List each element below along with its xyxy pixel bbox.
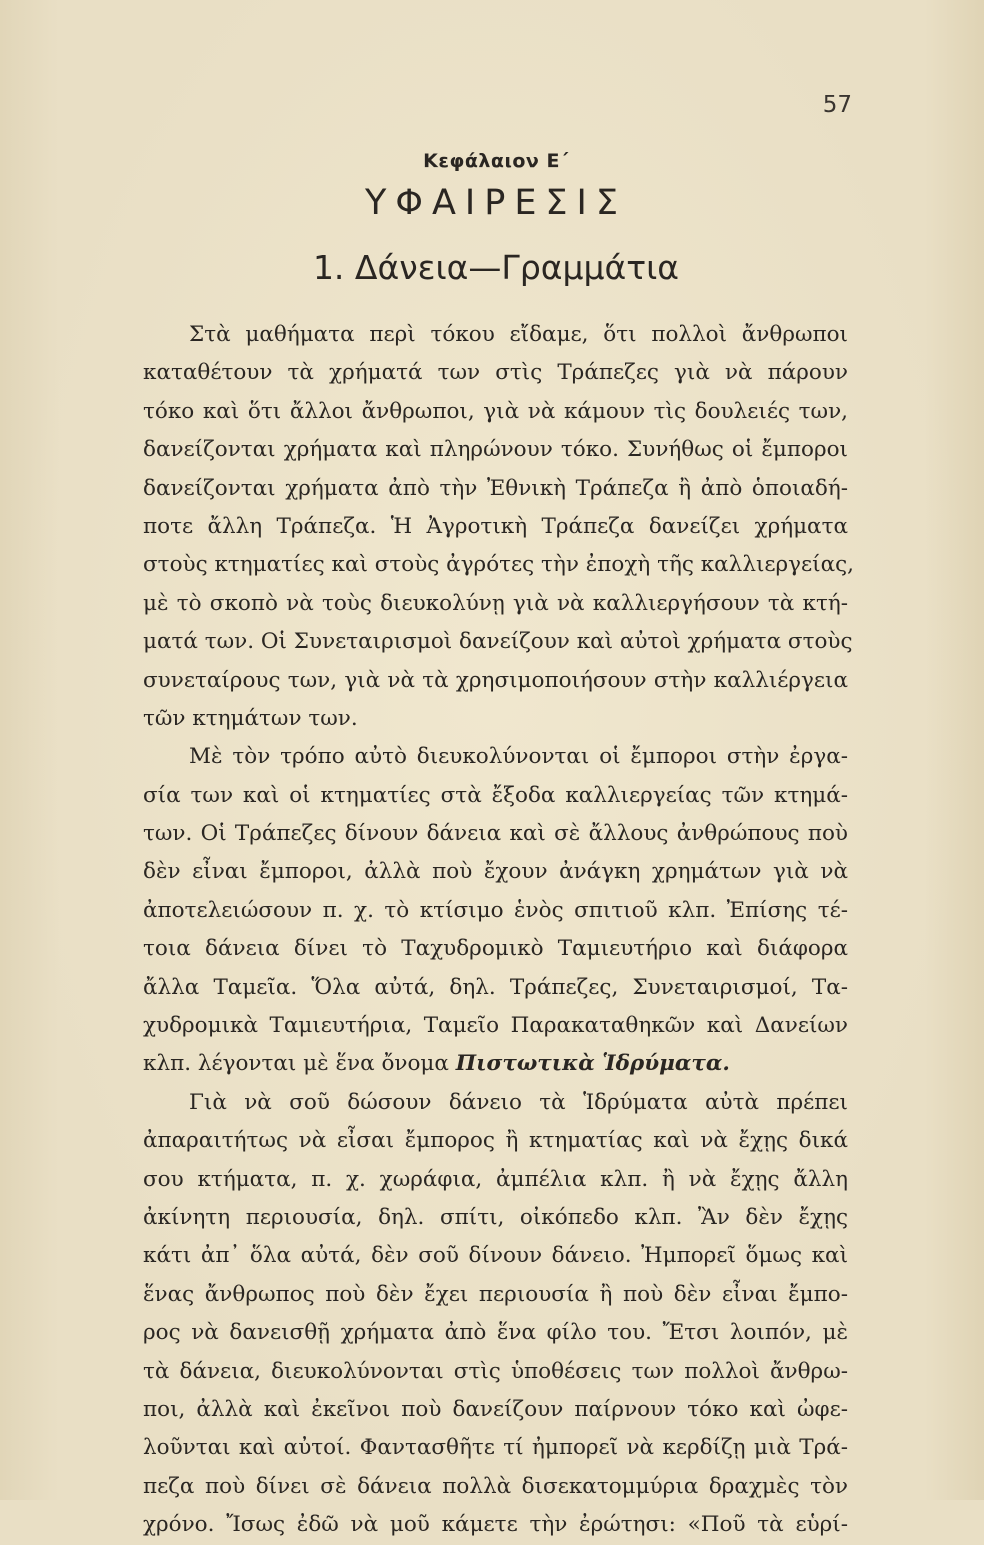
text-line: ποι, ἀλλὰ καὶ ἐκεῖνοι ποὺ δανείζουν παίρνουν τόκο καὶ ὠφε- <box>143 1396 848 1422</box>
page-number: 57 <box>822 92 852 118</box>
text-line: τὰ δάνεια, διευκολύνονται στὶς ὑποθέσεις των πολλοὶ ἄνθρω- <box>143 1358 848 1384</box>
text-line: μὲ τὸ σκοπὸ νὰ τοὺς διευκολύνῃ γιὰ νὰ καλλιεργήσουν τὰ κτή- <box>143 590 848 616</box>
text-line: τοια δάνεια δίνει τὸ Ταχυδρομικὸ Ταμιευτήριο καὶ διάφορα <box>143 936 848 962</box>
emphasis-term: Πιστωτικὰ Ἱδρύματα. <box>455 1051 730 1077</box>
text-line: των. Οἱ Τράπεζες δίνουν δάνεια καὶ σὲ ἄλλους ἀνθρώπους ποὺ <box>143 821 848 847</box>
text-line: Στὰ μαθήματα περὶ τόκου εἴδαμε, ὅτι πολλοὶ ἄνθρωποι <box>189 322 848 347</box>
text-line: δὲν εἶναι ἔμποροι, ἀλλὰ ποὺ ἔχουν ἀνάγκη χρημάτων γιὰ νὰ <box>143 859 848 885</box>
text-line: ἀποτελειώσουν π. χ. τὸ κτίσιμο ἑνὸς σπιτιοῦ κλπ. Ἐπίσης τέ- <box>143 897 848 923</box>
text-line: ποτε ἄλλη Τράπεζα. Ἡ Ἀγροτικὴ Τράπεζα δανείζει χρήματα <box>143 513 848 539</box>
text-line: σου κτήματα, π. χ. χωράφια, ἀμπέλια κλπ. ἢ νὰ ἔχῃς ἄλλη <box>143 1166 848 1192</box>
text-line: ἀκίνητη περιουσία, δηλ. σπίτι, οἰκόπεδο κλπ. Ἂν δὲν ἔχῃς <box>143 1204 848 1230</box>
chapter-label: Κεφάλαιον Ε΄ <box>423 150 569 172</box>
body-text <box>143 316 854 1545</box>
text-line: στοὺς κτηματίες καὶ στοὺς ἀγρότες τὴν ἐποχὴ τῆς καλλιεργείας, <box>143 552 854 578</box>
text-line: Γιὰ νὰ σοῦ δώσουν δάνειο τὰ Ἱδρύματα αὐτὰ πρέπει <box>189 1089 848 1115</box>
text-line: ματά των. Οἱ Συνεταιρισμοὶ δανείζουν καὶ αὐτοὶ χρήματα στοὺς <box>143 629 853 655</box>
text-line: καταθέτουν τὰ χρήματά των στὶς Τράπεζες γιὰ νὰ πάρουν <box>143 360 848 386</box>
text-line: πεζα ποὺ δίνει σὲ δάνεια πολλὰ δισεκατομμύρια δραχμὲς τὸν <box>143 1473 848 1499</box>
text-line: δανείζονται χρήματα καὶ πληρώνουν τόκο. Συνήθως οἱ ἔμποροι <box>143 437 848 463</box>
text-line: δανείζονται χρήματα ἀπὸ τὴν Ἐθνικὴ Τράπεζα ἢ ἀπὸ ὁποιαδή- <box>143 475 848 501</box>
section-title: 1. Δάνεια—Γραμμάτια <box>312 248 680 287</box>
text-line: συνεταίρους των, γιὰ νὰ τὰ χρησιμοποιήσουν στὴν καλλιέργεια <box>143 667 848 693</box>
text-line: τῶν κτημάτων των. <box>143 705 358 731</box>
text-line-with-emphasis <box>143 1045 848 1083</box>
text-line: ρος νὰ δανεισθῇ χρήματα ἀπὸ ἕνα φίλο του. Ἔτσι λοιπόν, μὲ <box>143 1320 848 1346</box>
text-fragment: κλπ. λέγονται μὲ ἕνα ὄνομα <box>143 1051 449 1077</box>
text-line: κάτι ἀπ᾽ ὅλα αὐτά, δὲν σοῦ δίνουν δάνειο. Ἠμπορεῖ ὅμως καὶ <box>143 1243 848 1269</box>
text-line: ἕνας ἄνθρωπος ποὺ δὲν ἔχει περιουσία ἢ ποὺ δὲν εἶναι ἔμπο- <box>143 1281 848 1307</box>
text-line: χρόνο. Ἴσως ἐδῶ νὰ μοῦ κάμετε τὴν ἐρώτησι: «Ποῦ τὰ εὑρί- <box>143 1512 848 1538</box>
text-line: Μὲ τὸν τρόπο αὐτὸ διευκολύνονται οἱ ἔμποροι στὴν ἐργα- <box>189 744 848 770</box>
text-line: τόκο καὶ ὅτι ἄλλοι ἄνθρωποι, γιὰ νὰ κάμουν τὶς δουλειές των, <box>143 398 848 424</box>
text-line: σία των καὶ οἱ κτηματίες στὰ ἔξοδα καλλιεργείας τῶν κτημά- <box>143 782 848 808</box>
text-line: λοῦνται καὶ αὐτοί. Φαντασθῆτε τί ἠμπορεῖ νὰ κερδίζῃ μιὰ Τρά- <box>143 1435 848 1461</box>
text-line: χυδρομικὰ Ταμιευτήρια, Ταμεῖο Παρακαταθηκῶν καὶ Δανείων <box>143 1013 848 1039</box>
text-line: ἀπαραιτήτως νὰ εἶσαι ἔμπορος ἢ κτηματίας καὶ νὰ ἔχῃς δικά <box>143 1128 848 1154</box>
text-line: ἄλλα Ταμεῖα. Ὅλα αὐτά, δηλ. Τράπεζες, Συνεταιρισμοί, Τα- <box>143 974 848 1000</box>
chapter-title: ΥΦΑΙΡΕΣΙΣ <box>365 183 627 223</box>
